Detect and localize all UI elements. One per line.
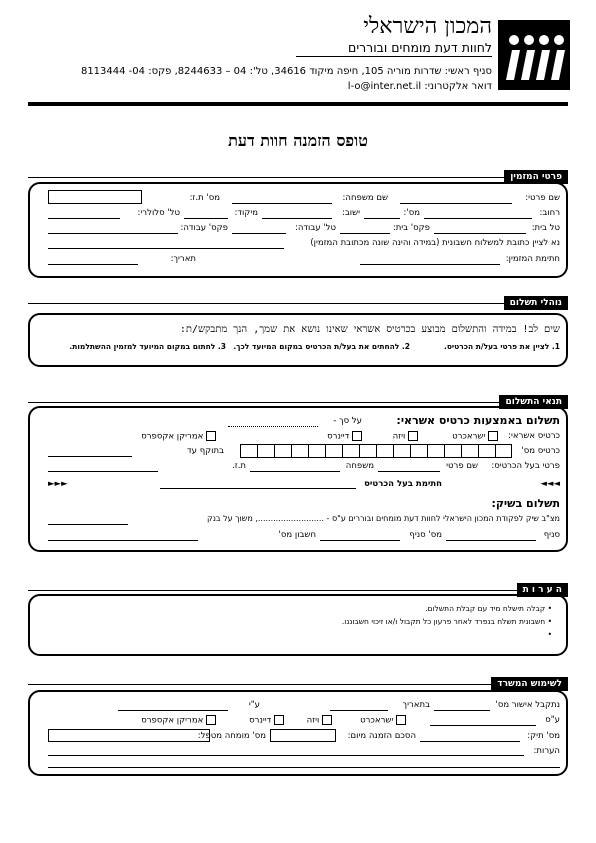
approval-label: נתקבל אישור מס'	[495, 700, 560, 710]
address-note: נא לציין כתובת למשלוח חשבונית (במידה והינה שונה מכתובת המזמין)	[310, 238, 560, 248]
note-text: חשבונית תשלח בנפרד לאחר פרעון כל תקבול ו/או זיכוי חשבוננו.	[341, 617, 546, 626]
amex-label: אמריקן אקספרס	[141, 715, 204, 726]
valid-until-label: בתוקף עד	[187, 446, 224, 456]
note-item: • קבלה תישלח מיד עם קבלת התשלום.	[425, 604, 552, 613]
diners-checkbox[interactable]	[352, 431, 362, 441]
step-3: 3. לחתום במקום המיועד למזמין ההשתלמות.	[69, 342, 226, 351]
visa-checkbox[interactable]	[322, 715, 332, 725]
payment-procedure-tag: נוהלי תשלום	[504, 296, 568, 310]
office-amex-option[interactable]	[141, 715, 216, 726]
number-field[interactable]	[364, 208, 400, 219]
expert-no-field[interactable]	[48, 729, 210, 742]
check-text: מצ"ב שיק לפקודת המכון הישראלי לחוות דעת מומחים ובוררים ע"ס - .........................., משוך על בנק	[207, 514, 560, 523]
branch-label: סניף	[543, 530, 560, 540]
amount-field[interactable]	[228, 418, 318, 427]
branch-no-label: מס' סניף	[409, 530, 442, 540]
mobile-label: טל' סלולרי:	[137, 208, 180, 218]
street-label: רחוב:	[539, 208, 560, 218]
by-label: ע"י	[248, 700, 260, 710]
approval-field[interactable]	[434, 700, 490, 711]
first-name-field[interactable]	[400, 193, 512, 204]
date-label: תאריך:	[170, 254, 196, 264]
first-name-label: שם פרטי:	[525, 193, 560, 203]
section-rule	[28, 590, 568, 591]
mobile-field[interactable]	[48, 208, 120, 219]
remarks-label: הערות:	[533, 746, 560, 756]
holder-id-field[interactable]	[48, 461, 158, 472]
home-phone-label: טל בית:	[531, 223, 560, 233]
zip-field[interactable]	[184, 208, 228, 219]
logo-icon	[498, 20, 570, 90]
step-1: 1. לציין את פרטי בעל/ת הכרטיס.	[443, 342, 560, 351]
bank-field[interactable]	[48, 514, 128, 525]
office-diners-option[interactable]	[249, 715, 284, 726]
card-no-label: כרטיס מס'	[521, 446, 560, 456]
holder-last-field[interactable]	[250, 461, 340, 472]
amount-label: על סך -	[333, 416, 362, 426]
last-name-label: שם משפחה:	[342, 193, 388, 203]
home-fax-label: פקס' בית:	[392, 223, 430, 233]
holder-first-label: שם פרטי	[446, 461, 478, 471]
date-field[interactable]	[48, 254, 138, 265]
visa-checkbox[interactable]	[408, 431, 418, 441]
expert-no-label: מס' מומחה מטפל:	[197, 731, 266, 741]
account-no-field[interactable]	[48, 530, 198, 541]
visa-label: ויזה	[306, 715, 320, 726]
section-rule	[28, 303, 568, 304]
id-label: מס' ת.ז:	[189, 193, 220, 203]
file-no-label: מס' תיק:	[527, 731, 560, 741]
check-title: תשלום בשיק:	[491, 497, 560, 510]
holder-last-label: משפחה	[345, 461, 374, 471]
section-rule	[28, 402, 568, 403]
home-fax-field[interactable]	[340, 223, 390, 234]
section-rule	[28, 177, 568, 178]
credit-title: תשלום באמצעות כרטיס אשראי:	[396, 414, 560, 427]
agreement-field[interactable]	[270, 729, 336, 742]
account-no-label: חשבון מס'	[278, 530, 316, 540]
city-label: ישוב:	[341, 208, 360, 218]
invoice-address-field[interactable]	[48, 238, 284, 249]
isracard-checkbox[interactable]	[396, 715, 406, 725]
header-underline	[296, 56, 492, 57]
agreement-label: הסכם הזמנה מיום:	[347, 731, 416, 741]
diners-label: דיינרס	[327, 431, 350, 442]
work-phone-label: טל' עבודה:	[295, 223, 336, 233]
office-tag: לשימוש המשרד	[491, 677, 568, 691]
payment-procedure-box	[28, 313, 568, 367]
orderer-tag: פרטי המזמין	[504, 170, 568, 184]
diners-label: דיינרס	[249, 715, 272, 726]
work-fax-label: פקס' עבודה:	[180, 223, 228, 233]
street-field[interactable]	[424, 208, 532, 219]
office-isracard-option[interactable]	[360, 715, 406, 726]
diners-option[interactable]	[327, 431, 362, 442]
number-label: מס':	[403, 208, 420, 218]
diners-checkbox[interactable]	[274, 715, 284, 725]
credit-card-label: כרטיס אשראי:	[508, 431, 560, 441]
org-subtitle: לחוות דעת מומחים ובוררים	[348, 40, 492, 55]
zip-label: מיקוד:	[234, 208, 258, 218]
office-amount-field[interactable]	[430, 715, 536, 726]
branch-field[interactable]	[446, 530, 536, 541]
card-no-field[interactable]	[240, 444, 512, 458]
note-item: • חשבונית תשלח בנפרד לאחר פרעון כל תקבול ו/או זיכוי חשבוננו.	[341, 617, 552, 626]
notes-tag: ה ע ר ו ת	[517, 583, 568, 597]
signature-label: חתימת המזמין:	[505, 254, 560, 264]
org-email: דואר אלקטרוני: l-o@inter.net.il	[347, 81, 492, 92]
arrows-left: ►►►	[48, 479, 68, 489]
arrows-right: ◄◄◄	[540, 479, 560, 489]
amex-checkbox[interactable]	[206, 431, 216, 441]
isracard-label: ישראכרט	[452, 431, 486, 442]
on-date-label: בתאריך	[402, 700, 430, 710]
header-rule	[28, 102, 568, 106]
on-date-field[interactable]	[330, 700, 388, 711]
isracard-label: ישראכרט	[360, 715, 394, 726]
remarks-field[interactable]	[48, 745, 524, 756]
valid-until-field[interactable]	[48, 446, 132, 457]
signature-field[interactable]	[360, 254, 500, 265]
holder-id-label: ת.ז.	[232, 461, 246, 471]
isracard-option[interactable]	[452, 431, 498, 442]
id-field[interactable]	[48, 190, 142, 204]
payment-notice: שים לב! במידה והתשלום מבוצע בכרטיס אשראי שאינו נושא את שמך, הנך מתבקש/ת:	[179, 324, 560, 335]
note-text: קבלה תישלח מיד עם קבלת התשלום.	[425, 604, 546, 613]
form-title: טופס הזמנה חוות דעת	[228, 131, 368, 150]
amex-checkbox[interactable]	[206, 715, 216, 725]
note-item: •	[547, 630, 552, 639]
logo	[498, 20, 570, 90]
isracard-checkbox[interactable]	[488, 431, 498, 441]
home-phone-field[interactable]	[434, 223, 526, 234]
file-no-field[interactable]	[420, 731, 520, 742]
section-rule	[28, 684, 568, 685]
amex-option[interactable]	[141, 431, 216, 442]
remarks-field-2[interactable]	[48, 757, 560, 768]
holder-signature-label: חתימת בעל הכרטיס	[364, 479, 442, 489]
holder-signature-field[interactable]	[160, 478, 356, 489]
org-address: סניף ראשי: שדרות מוריה 105, חיפה מיקוד 34616, טל': 04 – 8244633, פקס: 04- 8113444	[80, 66, 492, 77]
work-phone-field[interactable]	[232, 223, 286, 234]
org-name: המכון הישראלי	[363, 14, 492, 39]
holder-label: פרטי בעל הכרטיס:	[491, 461, 560, 471]
work-fax-field[interactable]	[48, 223, 178, 234]
visa-option[interactable]	[393, 431, 418, 442]
office-visa-option[interactable]	[307, 715, 332, 726]
amex-label: אמריקן אקספרס	[141, 431, 204, 442]
payment-terms-tag: תנאי התשלום	[499, 395, 568, 409]
visa-label: ויזה	[392, 431, 406, 442]
last-name-field[interactable]	[232, 193, 332, 204]
city-field[interactable]	[262, 208, 332, 219]
by-field[interactable]	[118, 700, 228, 711]
branch-no-field[interactable]	[320, 530, 400, 541]
office-amount-label: ע"ס	[545, 715, 560, 725]
step-2: 2. להחתים את בעל/ת הכרטיס במקום המיועד לכך.	[233, 342, 410, 351]
holder-first-field[interactable]	[378, 461, 440, 472]
